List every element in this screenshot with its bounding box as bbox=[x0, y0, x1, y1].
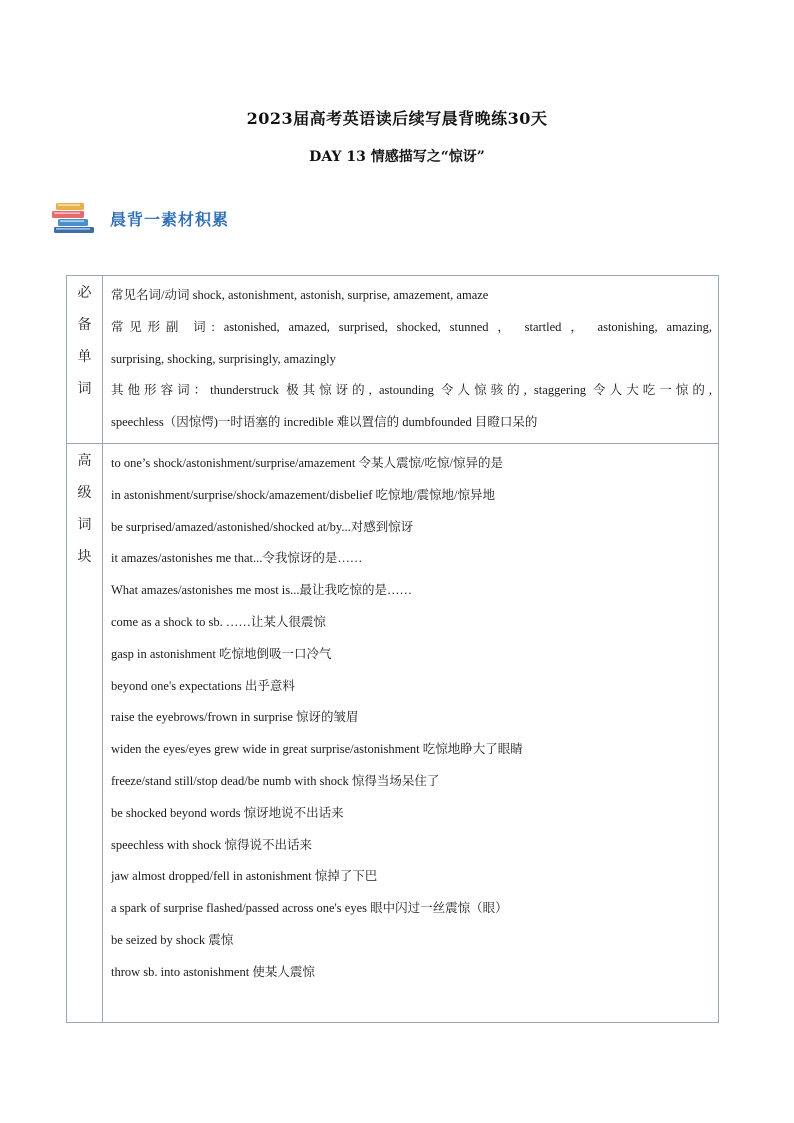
vocab-line: speechless（因惊愕)一时语塞的 incredible 难以置信的 dumbfounded 目瞪口呆的 bbox=[111, 415, 538, 430]
phrase-line: throw sb. into astonishment 使某人震惊 bbox=[111, 964, 315, 979]
category-char: 级 bbox=[77, 484, 92, 501]
phrase-line: in astonishment/surprise/shock/amazement/disbelief 吃惊地/震惊地/惊异地 bbox=[111, 487, 495, 502]
category-char: 词 bbox=[77, 381, 92, 397]
vocab-line: 常见名词/动词 shock, astonishment, astonish, surprise, amazement, amaze bbox=[111, 288, 489, 302]
document-title: 2023届高考英语读后续写晨背晚练30天 bbox=[246, 109, 548, 128]
phrase-line: be surprised/amazed/astonished/shocked at/by...对感到惊讶 bbox=[111, 519, 414, 534]
phrase-line: to one’s shock/astonishment/surprise/amazement 令某人震惊/吃惊/惊异的是 bbox=[111, 455, 503, 470]
books-icon bbox=[52, 201, 98, 235]
category-char: 单 bbox=[77, 349, 92, 365]
phrase-line: come as a shock to sb. ……让某人很震惊 bbox=[111, 614, 326, 629]
phrase-line: it amazes/astonishes me that...令我惊讶的是…… bbox=[111, 551, 363, 566]
vocab-line: surprising, shocking, surprisingly, amazingly bbox=[111, 351, 336, 366]
category-char: 必 bbox=[77, 285, 92, 301]
vocab-line: 其他形容词：thunderstruck 极其惊讶的, astounding 令人惊骇的, staggering 令人大吃一惊的, bbox=[111, 383, 712, 398]
phrase-line: freeze/stand still/stop dead/be numb with shock 惊得当场呆住了 bbox=[111, 773, 440, 788]
phrase-line: raise the eyebrows/frown in surprise 惊讶的皱眉 bbox=[111, 710, 359, 725]
category-char: 备 bbox=[77, 317, 92, 333]
phrase-line: beyond one's expectations 出乎意料 bbox=[111, 678, 295, 693]
phrase-line: widen the eyes/eyes grew wide in great surprise/astonishment 吃惊地睁大了眼睛 bbox=[111, 742, 523, 757]
vocab-line: 常见形副 词: astonished, amazed, surprised, shocked, stunned ， startled ， astonishing, amazing, bbox=[111, 319, 712, 334]
document-subtitle: DAY 13 情感描写之“惊讶” bbox=[309, 149, 485, 165]
category-char: 块 bbox=[77, 548, 92, 565]
phrase-line: a spark of surprise flashed/passed across one's eyes 眼中闪过一丝震惊（眼） bbox=[111, 901, 508, 916]
category-cell bbox=[67, 443, 103, 1022]
section-label: 晨背一素材积累 bbox=[110, 209, 230, 229]
phrase-line: speechless with shock 惊得说不出话来 bbox=[111, 837, 313, 852]
content-cell bbox=[103, 443, 719, 1022]
category-cell bbox=[67, 276, 103, 444]
category-char: 高 bbox=[77, 452, 92, 469]
section-header bbox=[52, 200, 229, 236]
vocabulary-table bbox=[66, 275, 719, 1023]
phrase-line: gasp in astonishment 吃惊地倒吸一口冷气 bbox=[111, 646, 332, 661]
phrase-line: be seized by shock 震惊 bbox=[111, 932, 234, 947]
table-row bbox=[67, 276, 719, 444]
phrase-line: be shocked beyond words 惊讶地说不出话来 bbox=[111, 805, 344, 820]
table-row bbox=[67, 443, 719, 1022]
content-cell bbox=[103, 276, 719, 444]
phrase-line: jaw almost dropped/fell in astonishment 惊掉了下巴 bbox=[111, 869, 378, 884]
category-char: 词 bbox=[77, 516, 92, 533]
phrase-line: What amazes/astonishes me most is...最让我吃惊的是…… bbox=[111, 583, 413, 598]
